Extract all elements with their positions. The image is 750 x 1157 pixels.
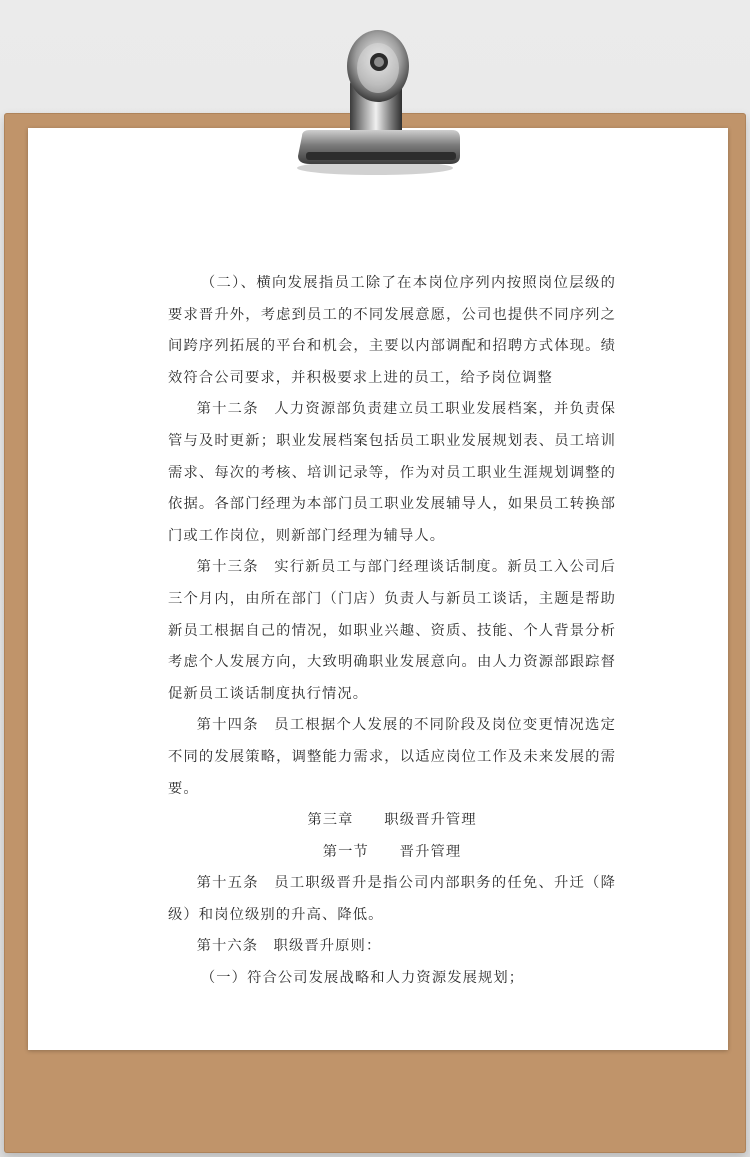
paragraph-article-16: 第十六条 职级晋升原则： <box>196 938 382 955</box>
document-body <box>168 268 616 995</box>
paper-sheet <box>28 128 728 1050</box>
paragraph-article-13: 第十三条 实行新员工与部门经理谈话制度。新员工入公司后三个月内，由所在部门（门店）负责人与新员工谈话，主题是帮助新员工根据自己的情况，如职业兴趣、资质、技能、个人背景分析考虑个人发展方向，大致明确职业发展意向。由人力资源部跟踪督促新员工谈话制度执行情况。 <box>168 559 616 702</box>
paragraph-horizontal-development: （二）、横向发展指员工除了在本岗位序列内按照岗位层级的要求晋升外，考虑到员工的不同发展意愿，公司也提供不同序列之间跨序列拓展的平台和机会，主要以内部调配和招聘方式体现。绩效符合公司要求，并积极要求上进的员工，给予岗位调整 <box>168 275 616 386</box>
chapter-heading: 第三章 职级晋升管理 <box>307 812 477 829</box>
paragraph-article-15: 第十五条 员工职级晋升是指公司内部职务的任免、升迁（降级）和岗位级别的升高、降低。 <box>168 875 616 923</box>
paragraph-article-14: 第十四条 员工根据个人发展的不同阶段及岗位变更情况选定不同的发展策略，调整能力需求，以适应岗位工作及未来发展的需要。 <box>168 717 616 797</box>
binder-clip-icon <box>280 18 470 178</box>
section-heading: 第一节 晋升管理 <box>322 843 462 860</box>
paragraph-article-12: 第十二条 人力资源部负责建立员工职业发展档案，并负责保管与及时更新；职业发展档案包括员工职业发展规划表、员工培训需求、每次的考核、培训记录等，作为对员工职业生涯规划调整的依据。各部门经理为本部门员工职业发展辅导人，如果员工转换部门或工作岗位，则新部门经理为辅导人。 <box>168 401 616 544</box>
paragraph-principle-1: （一）符合公司发展战略和人力资源发展规划； <box>200 970 525 987</box>
